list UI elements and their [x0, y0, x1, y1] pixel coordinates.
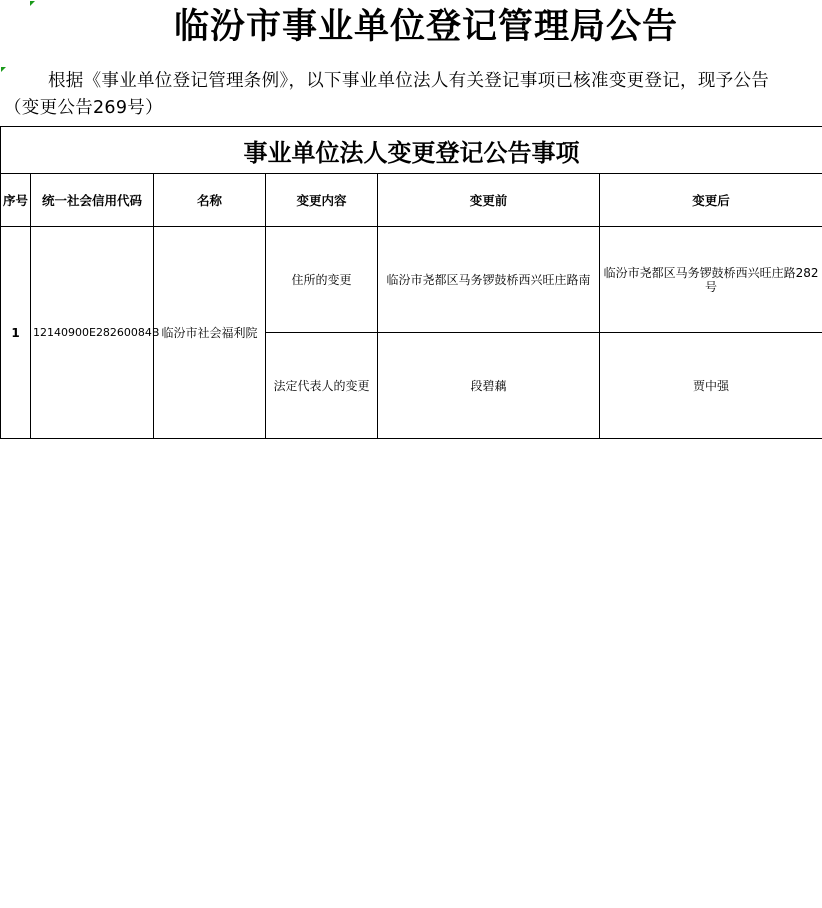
header-before: 变更前: [378, 174, 600, 227]
cell-credit-code: 12140900E28260084B: [31, 227, 154, 439]
header-credit-code: 统一社会信用代码: [31, 174, 154, 227]
cell-after: 临汾市尧都区马务锣鼓桥西兴旺庄路282号: [600, 227, 822, 333]
header-change-content: 变更内容: [266, 174, 378, 227]
cell-seq: 1: [1, 227, 31, 439]
cell-before: 段碧藕: [378, 333, 600, 439]
table-row: [1, 227, 822, 333]
cell-name: 临汾市社会福利院: [154, 227, 266, 439]
notice-table: [0, 126, 822, 439]
cell-change-content: 住所的变更: [266, 227, 378, 333]
header-after: 变更后: [600, 174, 822, 227]
page-title: 临汾市事业单位登记管理局公告: [173, 6, 678, 47]
intro-paragraph: 根据《事业单位登记管理条例》，以下事业单位法人有关登记事项已核准变更登记，现予公告（变更公告269号）: [4, 71, 770, 118]
header-name: 名称: [154, 174, 266, 227]
header-seq: 序号: [1, 174, 31, 227]
cell-before: 临汾市尧都区马务锣鼓桥西兴旺庄路南: [378, 227, 600, 333]
cell-after: 贾中强: [600, 333, 822, 439]
cell-change-content: 法定代表人的变更: [266, 333, 378, 439]
table-caption: 事业单位法人变更登记公告事项: [1, 127, 822, 174]
